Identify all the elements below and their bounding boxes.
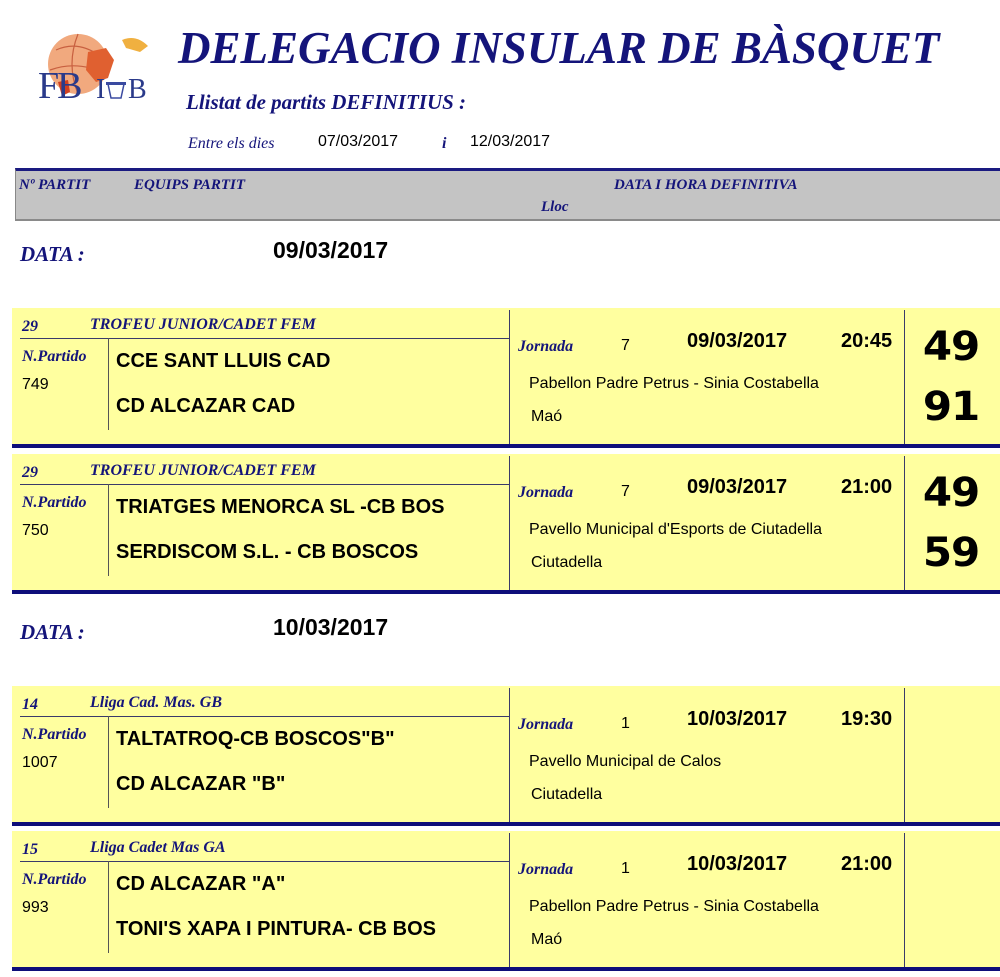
match-date: 10/03/2017	[687, 853, 788, 875]
divider	[108, 338, 109, 430]
match-number-label: N.Partido	[22, 494, 87, 511]
col-header-datetime: DATA I HORA DEFINITIVA	[614, 177, 798, 193]
away-team: TONI'S XAPA I PINTURA- CB BOS	[116, 918, 436, 940]
venue: Pabellon Padre Petrus - Sinia Costabella	[529, 898, 819, 915]
match-number-label: N.Partido	[22, 871, 87, 888]
home-score: 49	[922, 324, 980, 370]
category-name: TROFEU JUNIOR/CADET FEM	[90, 316, 316, 333]
venue: Pabellon Padre Petrus - Sinia Costabella	[529, 375, 819, 392]
divider	[509, 310, 510, 444]
away-score: 59	[922, 530, 980, 576]
basketball-logo-icon	[36, 30, 152, 112]
match-time: 21:00	[841, 853, 893, 875]
divider	[20, 484, 510, 485]
range-separator: i	[442, 135, 447, 152]
divider	[108, 861, 109, 953]
match-time: 21:00	[841, 476, 893, 498]
divider	[904, 688, 905, 822]
round-number: 7	[621, 337, 630, 354]
divider	[509, 833, 510, 967]
divider	[509, 688, 510, 822]
col-header-teams: EQUIPS PARTIT	[134, 177, 245, 193]
home-team: TALTATROQ-CB BOSCOS"B"	[116, 728, 395, 750]
away-score: 91	[922, 384, 980, 430]
match-card	[12, 454, 1000, 594]
divider	[20, 716, 510, 717]
category-name: Lliga Cad. Mas. GB	[90, 694, 223, 711]
range-label: Entre els dies	[188, 135, 275, 152]
match-time: 19:30	[841, 708, 893, 730]
category-name: TROFEU JUNIOR/CADET FEM	[90, 462, 316, 479]
city: Maó	[531, 408, 563, 425]
away-team: CD ALCAZAR CAD	[116, 395, 296, 417]
range-to-date: 12/03/2017	[470, 133, 551, 150]
category-number: 29	[22, 464, 38, 481]
match-number: 1007	[22, 754, 58, 771]
divider	[20, 861, 510, 862]
svg-text:FB: FB	[38, 65, 81, 107]
round-number: 1	[621, 860, 630, 877]
match-number: 750	[22, 522, 49, 539]
round-label: Jornada	[518, 716, 574, 733]
category-number: 29	[22, 318, 38, 335]
match-card	[12, 831, 1000, 971]
category-name: Lliga Cadet Mas GA	[90, 839, 226, 856]
match-number-label: N.Partido	[22, 726, 87, 743]
col-header-num: Nº PARTIT	[19, 177, 91, 193]
category-number: 15	[22, 841, 38, 858]
match-number: 749	[22, 376, 49, 393]
round-label: Jornada	[518, 484, 574, 501]
match-card	[12, 686, 1000, 826]
divider	[904, 833, 905, 967]
page-title: DELEGACIO INSULAR DE BÀSQUET	[178, 23, 940, 73]
divider	[904, 456, 905, 590]
match-time: 20:45	[841, 330, 893, 352]
svg-text:B: B	[128, 74, 147, 105]
match-date: 10/03/2017	[687, 708, 788, 730]
match-number-label: N.Partido	[22, 348, 87, 365]
city: Maó	[531, 931, 563, 948]
venue: Pavello Municipal de Calos	[529, 753, 722, 770]
section-date-value: 09/03/2017	[273, 237, 389, 263]
home-score: 49	[922, 470, 980, 516]
match-number: 993	[22, 899, 49, 916]
page-subtitle: Llistat de partits DEFINITIUS :	[186, 90, 467, 114]
city: Ciutadella	[531, 554, 603, 571]
range-from-date: 07/03/2017	[318, 133, 399, 150]
round-label: Jornada	[518, 338, 574, 355]
match-date: 09/03/2017	[687, 476, 788, 498]
svg-text:I: I	[96, 74, 106, 105]
match-card	[12, 308, 1000, 448]
city: Ciutadella	[531, 786, 603, 803]
round-number: 1	[621, 715, 630, 732]
match-date: 09/03/2017	[687, 330, 788, 352]
divider	[509, 456, 510, 590]
round-number: 7	[621, 483, 630, 500]
venue: Pavello Municipal d'Esports de Ciutadella	[529, 521, 822, 538]
home-team: CCE SANT LLUIS CAD	[116, 350, 331, 372]
divider	[108, 716, 109, 808]
column-header-bar	[15, 168, 1000, 221]
fbib-logo	[36, 30, 152, 112]
away-team: CD ALCAZAR "B"	[116, 773, 286, 795]
round-label: Jornada	[518, 861, 574, 878]
section-date-label: DATA :	[20, 620, 85, 644]
section-date-value: 10/03/2017	[273, 614, 389, 640]
section-date-label: DATA :	[20, 242, 85, 266]
home-team: TRIATGES MENORCA SL -CB BOS	[116, 496, 445, 518]
divider	[904, 310, 905, 444]
home-team: CD ALCAZAR "A"	[116, 873, 286, 895]
away-team: SERDISCOM S.L. - CB BOSCOS	[116, 541, 419, 563]
col-header-place: Lloc	[541, 199, 569, 215]
category-number: 14	[22, 696, 38, 713]
divider	[108, 484, 109, 576]
divider	[20, 338, 510, 339]
